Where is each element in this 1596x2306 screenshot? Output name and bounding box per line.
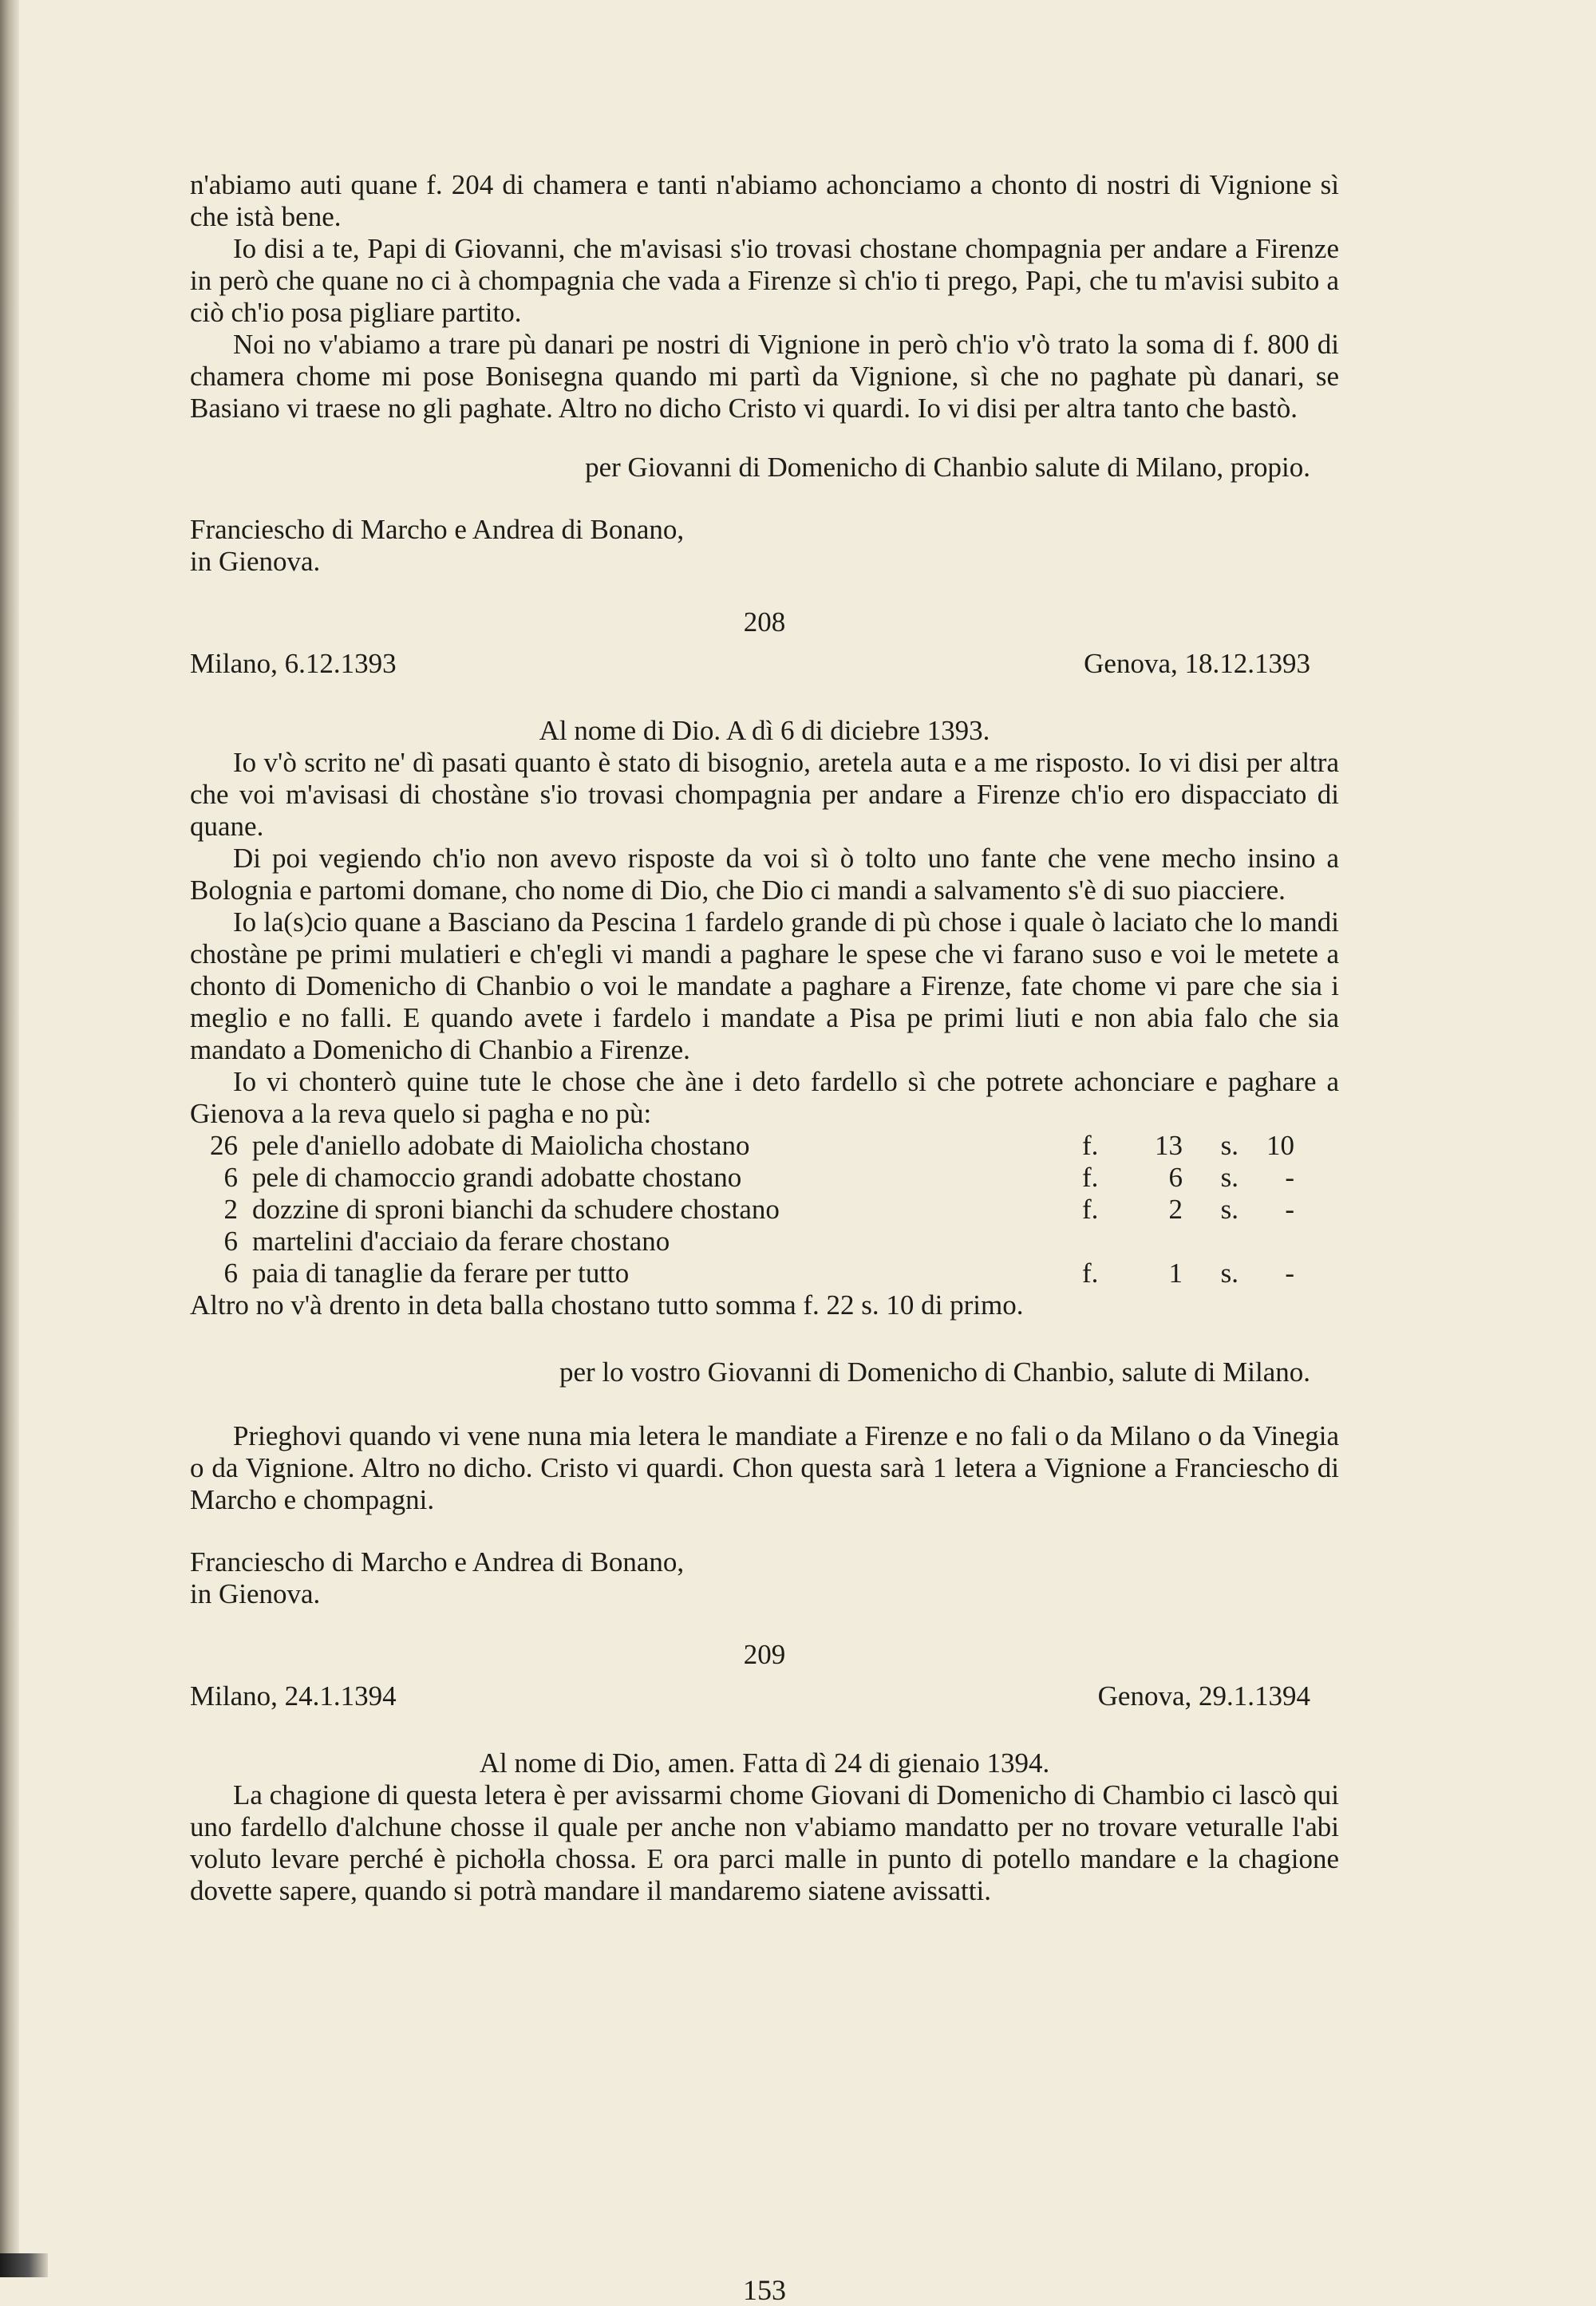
page-text-block [190, 169, 1339, 2306]
item-soldi-label: s. [1220, 1258, 1238, 1289]
item-quantity: 6 [223, 1162, 238, 1193]
item-florin-value: 6 [1168, 1162, 1183, 1193]
addressee-line: Franciescho di Marcho e Andrea di Bonano, [190, 1546, 685, 1577]
item-florin-label: f. [1082, 1162, 1099, 1193]
item-florin-label: f. [1082, 1258, 1099, 1289]
letter-207-addressee [190, 514, 1339, 578]
letter-209-dates [190, 1680, 1339, 1712]
book-gutter-shadow [0, 0, 19, 2277]
letter-208-number: 208 [743, 606, 786, 638]
item-soldi-value [1238, 1226, 1294, 1258]
item-florin-value: 2 [1168, 1194, 1183, 1225]
letter-209-number: 209 [743, 1639, 786, 1670]
letter-209-opening: Al nome di Dio, amen. Fatta dì 24 di gienaio 1394. [479, 1747, 1050, 1779]
letter-208-to-date: Genova, 18.12.1393 [1084, 648, 1310, 679]
item-description: dozzine di sproni bianchi da schudere chostano [252, 1194, 780, 1225]
item-soldi-label: s. [1220, 1162, 1238, 1193]
item-description: pele di chamoccio grandi adobatte chostano [252, 1162, 742, 1193]
letter-208-item-list [190, 1130, 1339, 1289]
letter-208-total: Altro no v'à drento in deta balla chostano tutto somma f. 22 s. 10 di primo. [190, 1289, 1024, 1321]
letter-209-paragraph: La chagione di questa letera è per avissarmi chome Giovani di Domenicho di Chambio ci lascò qui uno fardello d'alchune chosse il quale per anche non v'abiamo mandatto per no trovare veturalle l'abi voluto levare perché è pichołla chossa. E ora parci malle in punto di potello mandare e la chagione dovette sapere, quando si potrà mandare il mandaremo siatene avissatti. [190, 1779, 1339, 1906]
letter-207-paragraph: Noi no v'abiamo a trare pù danari pe nostri di Vignione in però ch'io v'ò trato la soma di f. 800 di chamera chome mi pose Bonisegna quando mi partì da Vignione, sì che no paghate pù danari, se Basiano vi traese no gli paghate. Altro no dicho Cristo vi quardi. Io vi disi per altra tanto che bastò. [190, 329, 1339, 424]
letter-208-postscript: Prieghovi quando vi vene nuna mia letera le mandiate a Firenze e no fali o da Milano o da Vinegia o da Vignione. Altro no dicho. Cristo vi quardi. Chon questa sarà 1 letera a Vignione a Franciescho di Marcho e chompagni. [190, 1420, 1339, 1515]
list-item [190, 1194, 1339, 1226]
item-florin-label: f. [1082, 1130, 1099, 1161]
letter-208-paragraph: Io la(s)cio quane a Basciano da Pescina 1 fardelo grande di pù chose i quale ò laciato che lo mandi chostàne pe primi mulatieri e ch'egli vi mandi a paghare le spese che vi farano suso e voi le metete a chonto di Domenicho di Chanbio o voi le mandate a paghare a Firenze, fate chome vi pare che sia i meglio e no falli. E quando avete i fardelo i mandate a Pisa pe primi liuti e non abia falo che sia mandato a Domenicho di Chanbio a Firenze. [190, 906, 1339, 1065]
scan-corner-shadow [0, 2253, 48, 2277]
item-florin-value [1127, 1226, 1183, 1258]
list-item [190, 1226, 1339, 1258]
letter-208-paragraph: Di poi vegiendo ch'io non avevo risposte da voi sì ò tolto uno fante che vene mecho insino a Bolognia e partomi domane, cho nome di Dio, che Dio ci mandi a salvamento s'è di suo piacciere. [190, 843, 1339, 906]
item-florin-label: f. [1082, 1194, 1099, 1225]
letter-208-opening: Al nome di Dio. A dì 6 di diciebre 1393. [539, 715, 990, 746]
addressee-line: Franciescho di Marcho e Andrea di Bonano, [190, 514, 685, 545]
list-item [190, 1258, 1339, 1289]
item-quantity: 6 [223, 1258, 238, 1289]
list-item [190, 1162, 1339, 1194]
item-soldi-label [1183, 1226, 1238, 1258]
item-soldi-value: - [1285, 1162, 1294, 1193]
letter-208-from-date: Milano, 6.12.1393 [190, 648, 397, 679]
item-florin-value: 13 [1155, 1130, 1183, 1161]
addressee-line: in Gienova. [190, 546, 321, 577]
letter-208-signature: per lo vostro Giovanni di Domenicho di Chanbio, salute di Milano. [559, 1356, 1310, 1388]
item-soldi-value: - [1285, 1194, 1294, 1225]
letter-208-paragraph: Io vi chonterò quine tute le chose che àne i deto fardello sì che potrete achonciare e paghare a Gienova a la reva quelo si pagha e no pù: [190, 1066, 1339, 1129]
item-description: paia di tanaglie da ferare per tutto [252, 1258, 630, 1289]
item-quantity: 2 [223, 1194, 238, 1225]
item-soldi-label: s. [1220, 1130, 1238, 1161]
letter-208-paragraph: Io v'ò scrito ne' dì pasati quanto è stato di bisognio, aretela auta e a me risposto. Io vi disi per altra che voi m'avisasi di chostàne s'io trovasi chompagnia per andare a Firenze ch'io ero dispacciato di quane. [190, 747, 1339, 842]
item-soldi-label: s. [1220, 1194, 1238, 1225]
item-quantity: 26 [210, 1130, 238, 1161]
item-quantity: 6 [223, 1226, 238, 1257]
item-florin-value: 1 [1168, 1258, 1183, 1289]
page-number: 153 [743, 2274, 786, 2306]
item-soldi-value: 10 [1266, 1130, 1294, 1161]
addressee-line: in Gienova. [190, 1578, 321, 1609]
list-item [190, 1130, 1339, 1162]
letter-208-addressee [190, 1546, 1339, 1610]
letter-207-signature: per Giovanni di Domenicho di Chanbio salute di Milano, propio. [585, 452, 1310, 483]
letter-207-paragraph: n'abiamo auti quane f. 204 di chamera e tanti n'abiamo achonciamo a chonto di nostri di Vignione sì che istà bene. [190, 169, 1339, 232]
item-florin-label [1082, 1226, 1127, 1258]
letter-209-to-date: Genova, 29.1.1394 [1097, 1680, 1310, 1712]
letter-207-paragraph: Io disi a te, Papi di Giovanni, che m'avisasi s'io trovasi chostane chompagnia per andare a Firenze in però che quane no ci à chompagnia che vada a Firenze sì ch'io ti prego, Papi, che tu m'avisi subito a ciò ch'io posa pigliare partito. [190, 233, 1339, 328]
item-description: martelini d'acciaio da ferare chostano [252, 1226, 670, 1257]
item-soldi-value: - [1285, 1258, 1294, 1289]
item-description: pele d'aniello adobate di Maiolicha chostano [252, 1130, 750, 1161]
letter-208-dates [190, 648, 1339, 680]
letter-209-from-date: Milano, 24.1.1394 [190, 1680, 397, 1712]
